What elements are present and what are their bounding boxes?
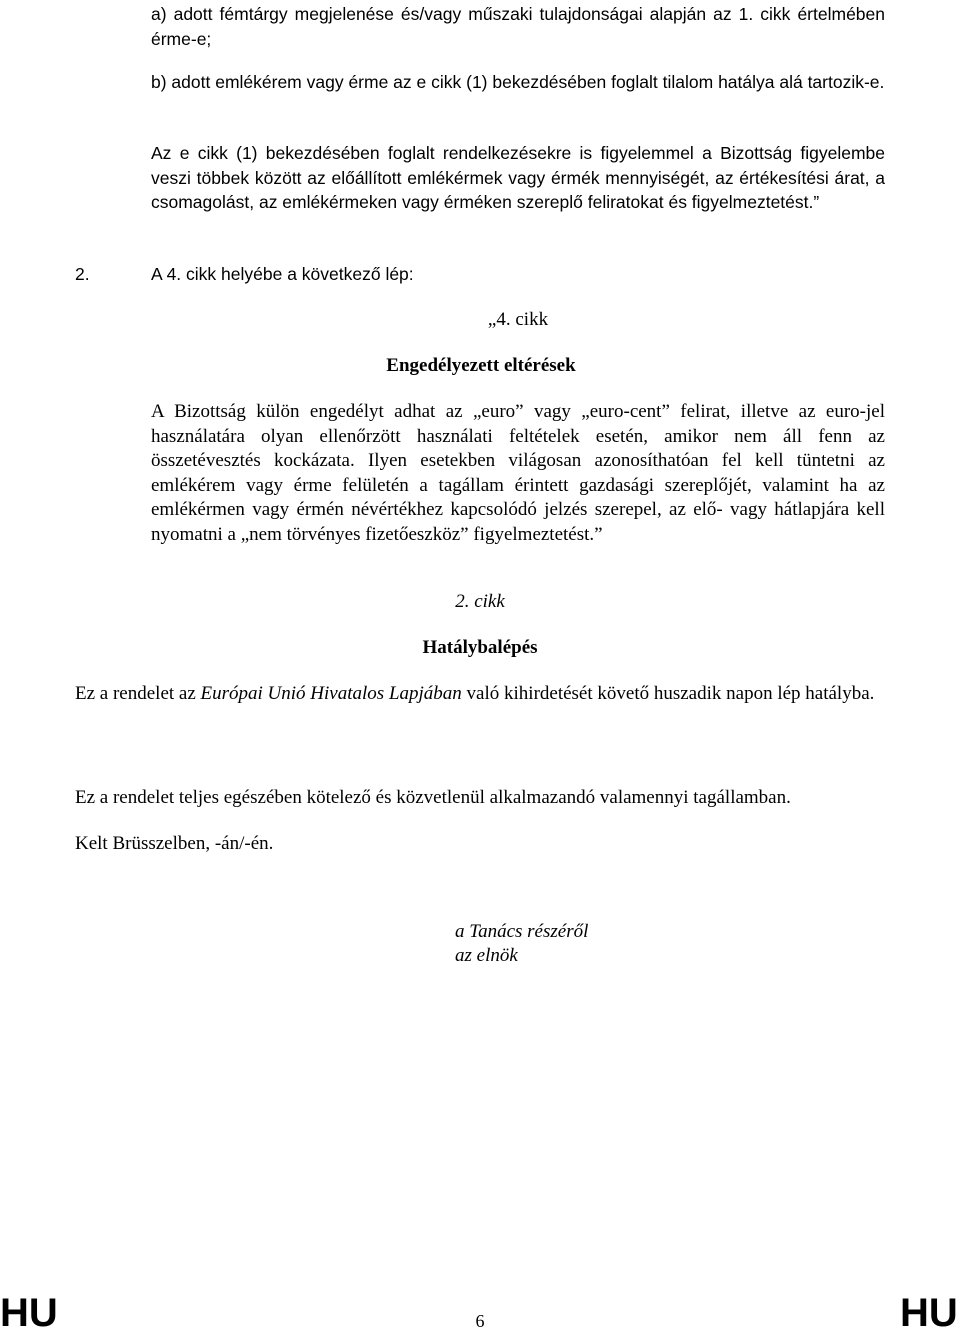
amendment-paragraph: Az e cikk (1) bekezdésében foglalt rendelkezésekre is figyelemmel a Bizottság figyelembe veszi többek között az előállított emlékérmek vagy érmék mennyiségét, az értékesítési árat, a csomagolást, az emlékérmeken vagy érméken szereplő feliratokat és figyelmeztetést.” (151, 143, 885, 212)
inserted-article-title: Engedélyezett eltérések (386, 355, 576, 376)
inserted-article-body: A Bizottság külön engedélyt adhat az „euro” vagy „euro-cent” felirat, illetve az euro-jel használatára olyan ellenőrzött használati feltételek esetén, amikor nem áll fenn az összetévesztés kockázata. Ilyen esetekben világosan azonosíthatóan fel kell tüntetni az emlékérem vagy érme felületén a tagállam érintett gazdasági szereplőjét, valamint ha az emlékérmen vagy érmén névértékhez kapcsolódó jelzés szerepel, az elő- vagy hátlapjára kell nyomatni a „nem törvényes fizetőeszköz” figyelmeztetést.” (151, 401, 885, 545)
footer-language-left: HU (0, 1291, 58, 1335)
entry-text-before: Ez a rendelet az (75, 683, 201, 704)
amendment-item-b: b) adott emlékérem vagy érme az e cikk (1) bekezdésében foglalt tilalom hatálya alá tartozik-e. (151, 72, 885, 92)
article2-entry-into-force (75, 682, 885, 707)
amendment-item-a: a) adott fémtárgy megjelenése és/vagy műszaki tulajdonságai alapján az 1. cikk értelmében érme-e; (151, 4, 885, 49)
official-journal-name: Európai Unió Hivatalos Lapjában (200, 683, 462, 704)
page-number: 6 (475, 1311, 485, 1331)
signatory-line1: a Tanács részéről (455, 921, 589, 942)
point-text: A 4. cikk helyébe a következő lép: (151, 264, 414, 284)
article2-title: Hatálybalépés (422, 637, 538, 658)
inserted-article-number: „4. cikk (487, 309, 549, 330)
done-at: Kelt Brüsszelben, -án/-én. (75, 833, 274, 854)
article2-number: 2. cikk (455, 591, 505, 612)
entry-text-after: való kihirdetését követő huszadik napon lép hatályba. (461, 683, 875, 704)
point-number: 2. (75, 264, 90, 284)
footer-language-right: HU (900, 1291, 958, 1335)
binding-statement: Ez a rendelet teljes egészében kötelező és közvetlenül alkalmazandó valamennyi tagállamban. (75, 787, 791, 808)
signatory-line2: az elnök (455, 945, 518, 966)
